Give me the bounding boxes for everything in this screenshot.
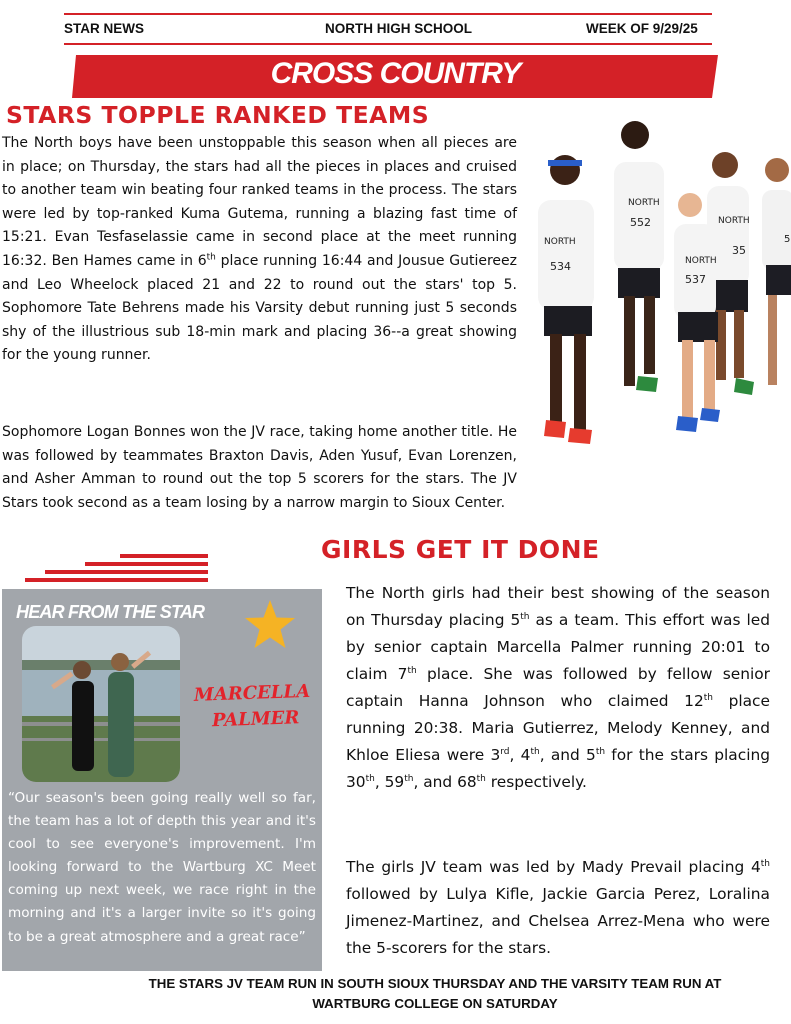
section-title: CROSS COUNTRY [270,57,521,90]
header-school: NORTH HIGH SCHOOL [325,21,472,36]
boys-paragraph-1: The North boys have been unstoppable this season when all pieces are in place; on Thursday, the stars had all the pieces in places and cruised to another team win beating four ranked teams in the process. The stars were led by top-ranked Kuma Gutema, running a blazing fast time of 15:21. Evan Tesfaselassie came in second place at the meet running 16:32. Ben Hames came in 6th place running 16:44 and Jousue Gutiereez and Leo Wheelock placed 21 and 22 to round out the stars' top 5. Sophomore Tate Behrens made his Varsity debut running just 5 seconds shy of the illustrious sub 18-min mark and placing 36--a great showing for the young runner. [2,135,517,364]
top-rule [64,13,712,15]
runner-jersey-4: NORTH [718,216,750,226]
athletes-photo [22,626,180,782]
decorative-speed-lines [25,552,210,588]
header-rule [64,43,712,45]
header-week: WEEK OF 9/29/25 [586,21,698,36]
runner-jersey-3: NORTH [685,256,717,266]
spotlight-title: HEAR FROM THE STAR [16,602,205,622]
spotlight-quote: “Our season's been going really well so far, the team has a lot of depth this year and it's cool to see everyone's improvement. I'm looking forward to the Wartburg XC Meet coming up next week, we race right in the morning and it's a larger invite so it's going to be a great atmosphere and a great race” [8,790,316,945]
star-icon [243,598,297,652]
girls-headline: GIRLS GET IT DONE [321,535,600,564]
runner-jersey-1: NORTH [544,237,576,247]
girls-paragraph-2: The girls JV team was led by Mady Prevail placing 4th followed by Lulya Kifle, Jackie Garcia Perez, Loralina Jimenez-Martinez, and Chelsea Arrez-Mena who were the 5-scorers for the stars. [346,858,770,957]
girls-paragraph-1: The North girls had their best showing of the season on Thursday placing 5th as a team. This effort was led by senior captain Marcella Palmer running 20:01 to claim 7th place. She was followed by fellow senior captain Hanna Johnson who claimed 12th place running 20:38. Maria Gutierrez, Melody Kenney, and Khloe Eliesa were 3rd, 4th, and 5th for the stars placing 30th, 59th, and 68th respectively. [346,584,771,791]
boys-paragraph-2: Sophomore Logan Bonnes won the JV race, taking home another title. He was followed by teammates Braxton Davis, Aden Yusuf, Evan Lorenzen, and Asher Amman to round out the top 5 scorers for the stars. The JV Stars took second as a team losing by a narrow margin to Sioux Center. [2,424,517,511]
footer-line-1: THE STARS JV TEAM RUN IN SOUTH SIOUX THURSDAY AND THE VARSITY TEAM RUN AT [148,976,722,991]
svg-text:PALMER: PALMER [211,707,300,732]
boys-headline: STARS TOPPLE RANKED TEAMS [6,101,430,129]
svg-text:MARCELLA: MARCELLA [193,680,310,706]
runner-bib-1: 534 [550,260,571,273]
runner-bib-3: 537 [685,273,706,286]
runner-bib-2: 552 [630,216,651,229]
signature-marcella-palmer [188,675,310,735]
runner-jersey-2: NORTH [628,198,660,208]
footer-note [100,974,770,1014]
runners-photo [522,120,791,450]
footer-line-2: WARTBURG COLLEGE ON SATURDAY [312,996,558,1011]
runner-bib-4: 35 [732,244,746,257]
header-publication: STAR NEWS [64,21,144,36]
runner-bib-5: 5 [784,234,791,245]
